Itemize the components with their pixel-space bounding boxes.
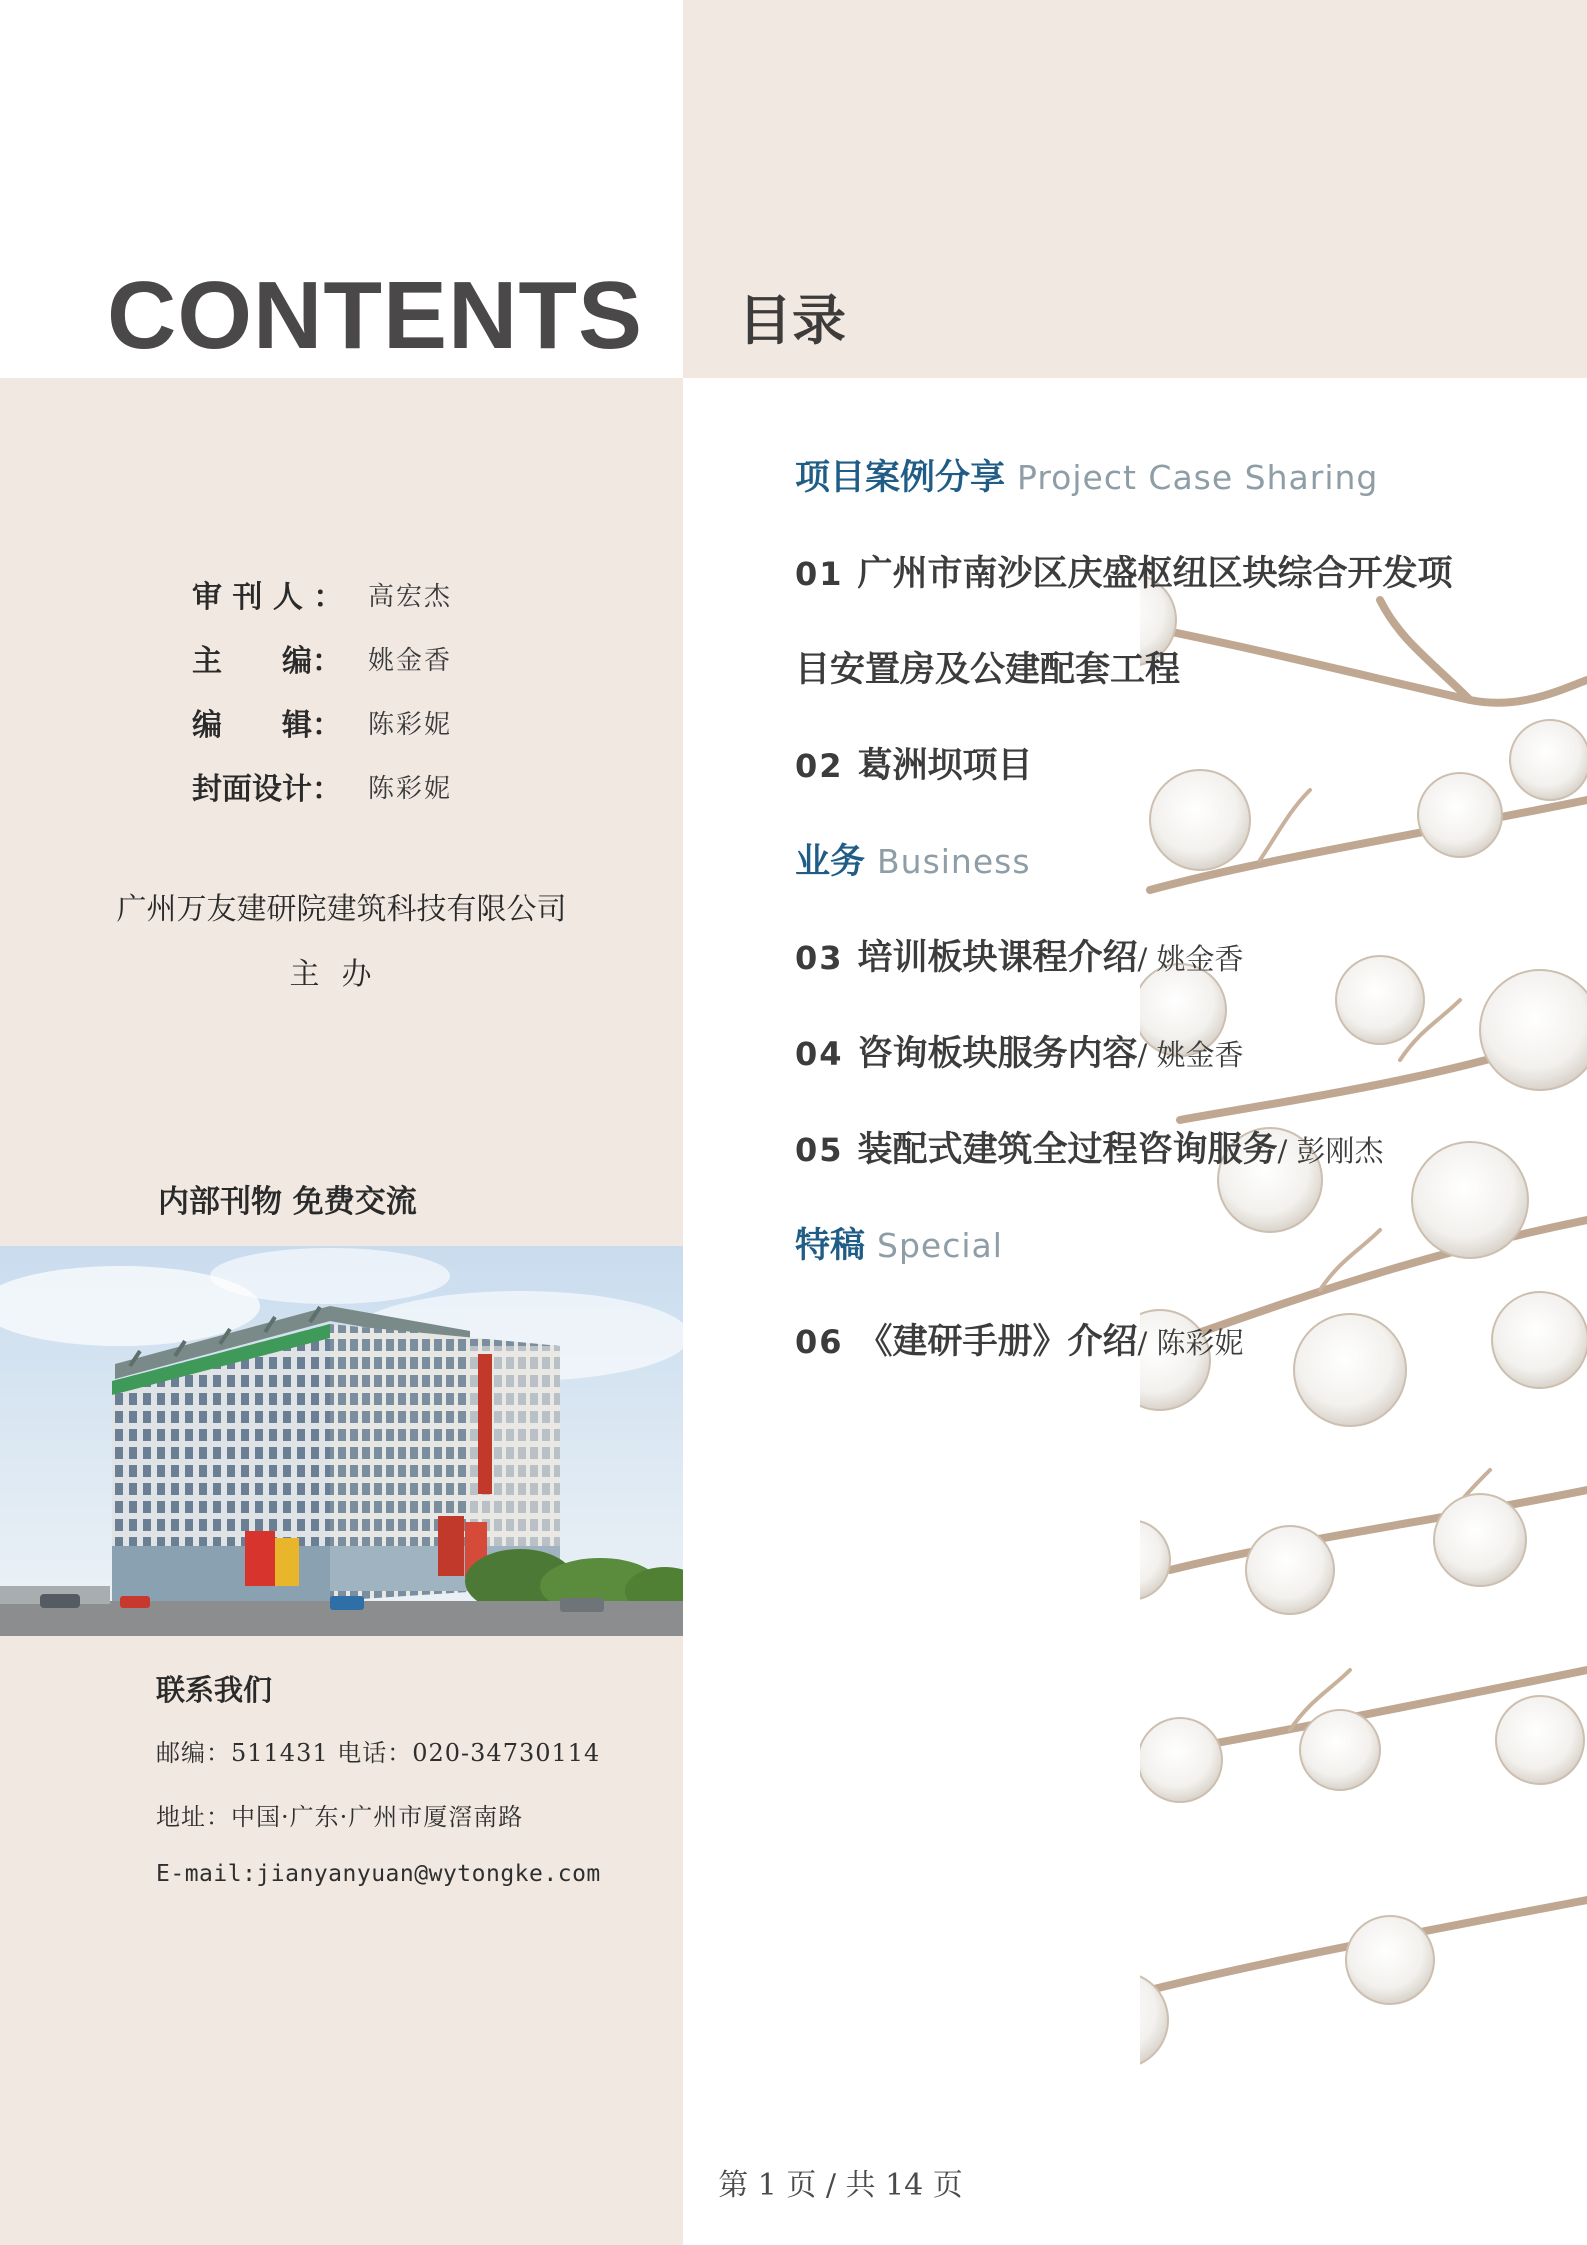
item-number: 06	[795, 1323, 844, 1361]
item-title: 目安置房及公建配套工程	[795, 649, 1181, 690]
section-title-en: Project Case Sharing	[1017, 458, 1379, 497]
item-title: 咨询板块服务内容	[857, 1033, 1138, 1074]
toc-item-05[interactable]	[795, 1122, 1384, 1172]
section-title-cn: 项目案例分享	[795, 457, 1006, 498]
item-title: 装配式建筑全过程咨询服务	[857, 1129, 1278, 1170]
mulu-heading: 目录	[738, 289, 846, 352]
credit-row-chief-editor	[192, 626, 452, 690]
credit-row-editor	[192, 690, 452, 754]
credit-row-cover-design	[192, 754, 452, 818]
item-title: 培训板块课程介绍	[857, 937, 1138, 978]
toc-item-01[interactable]	[795, 546, 1453, 596]
toc-item-04[interactable]	[795, 1026, 1244, 1076]
credits-block	[192, 562, 452, 818]
credit-row-reviewer	[192, 562, 452, 626]
item-number: 04	[795, 1035, 844, 1073]
toc-item-03[interactable]	[795, 930, 1244, 980]
section-title-cn: 特稿	[795, 1225, 866, 1266]
contact-postcode-phone: 邮编：511431 电话：020-34730114	[156, 1739, 601, 1767]
publisher-role: 主办	[289, 957, 394, 992]
credit-label: 审 刊 人 ：	[192, 580, 344, 615]
credit-name: 姚金香	[368, 645, 453, 676]
publisher-company: 广州万友建研院建筑科技有限公司	[116, 892, 567, 927]
item-title: 葛洲坝项目	[857, 745, 1033, 786]
contact-title: 联系我们	[156, 1673, 273, 1707]
item-number: 02	[795, 747, 844, 785]
contact-address: 地址：中国·广东·广州市厦滘南路	[156, 1803, 524, 1831]
credit-name: 陈彩妮	[368, 773, 453, 804]
credit-label: 主 编：	[192, 644, 342, 679]
toc-section-project-cases[interactable]	[795, 450, 1378, 500]
item-number: 01	[795, 555, 844, 593]
section-title-en: Business	[877, 842, 1031, 881]
item-author: / 姚金香	[1137, 1038, 1244, 1072]
credit-name: 高宏杰	[368, 581, 453, 612]
item-author: / 姚金香	[1137, 942, 1244, 976]
credit-label: 编 辑：	[192, 708, 342, 743]
item-author: / 陈彩妮	[1137, 1326, 1244, 1360]
item-number: 03	[795, 939, 844, 977]
toc-section-special[interactable]	[795, 1218, 1003, 1268]
contact-email[interactable]: E-mail:jianyanyuan@wytongke.com	[156, 1861, 601, 1887]
toc-item-02[interactable]	[795, 738, 1033, 788]
item-title: 《建研手册》介绍	[857, 1321, 1138, 1362]
item-title: 广州市南沙区庆盛枢纽区块综合开发项	[857, 553, 1453, 594]
page-indicator: 第 1 页 / 共 14 页	[718, 2168, 963, 2203]
item-number: 05	[795, 1131, 844, 1169]
toc-item-01-continued[interactable]	[795, 642, 1180, 692]
section-title-cn: 业务	[795, 841, 866, 882]
toc-section-business[interactable]	[795, 834, 1031, 884]
item-author: / 彭刚杰	[1277, 1134, 1384, 1168]
credit-name: 陈彩妮	[368, 709, 453, 740]
credit-label: 封面设计：	[192, 772, 342, 807]
section-title-en: Special	[877, 1226, 1003, 1265]
contents-heading: CONTENTS	[107, 262, 643, 369]
internal-note: 内部刊物 免费交流	[158, 1184, 417, 1220]
building-photo	[0, 1246, 683, 1636]
toc-item-06[interactable]	[795, 1314, 1244, 1364]
